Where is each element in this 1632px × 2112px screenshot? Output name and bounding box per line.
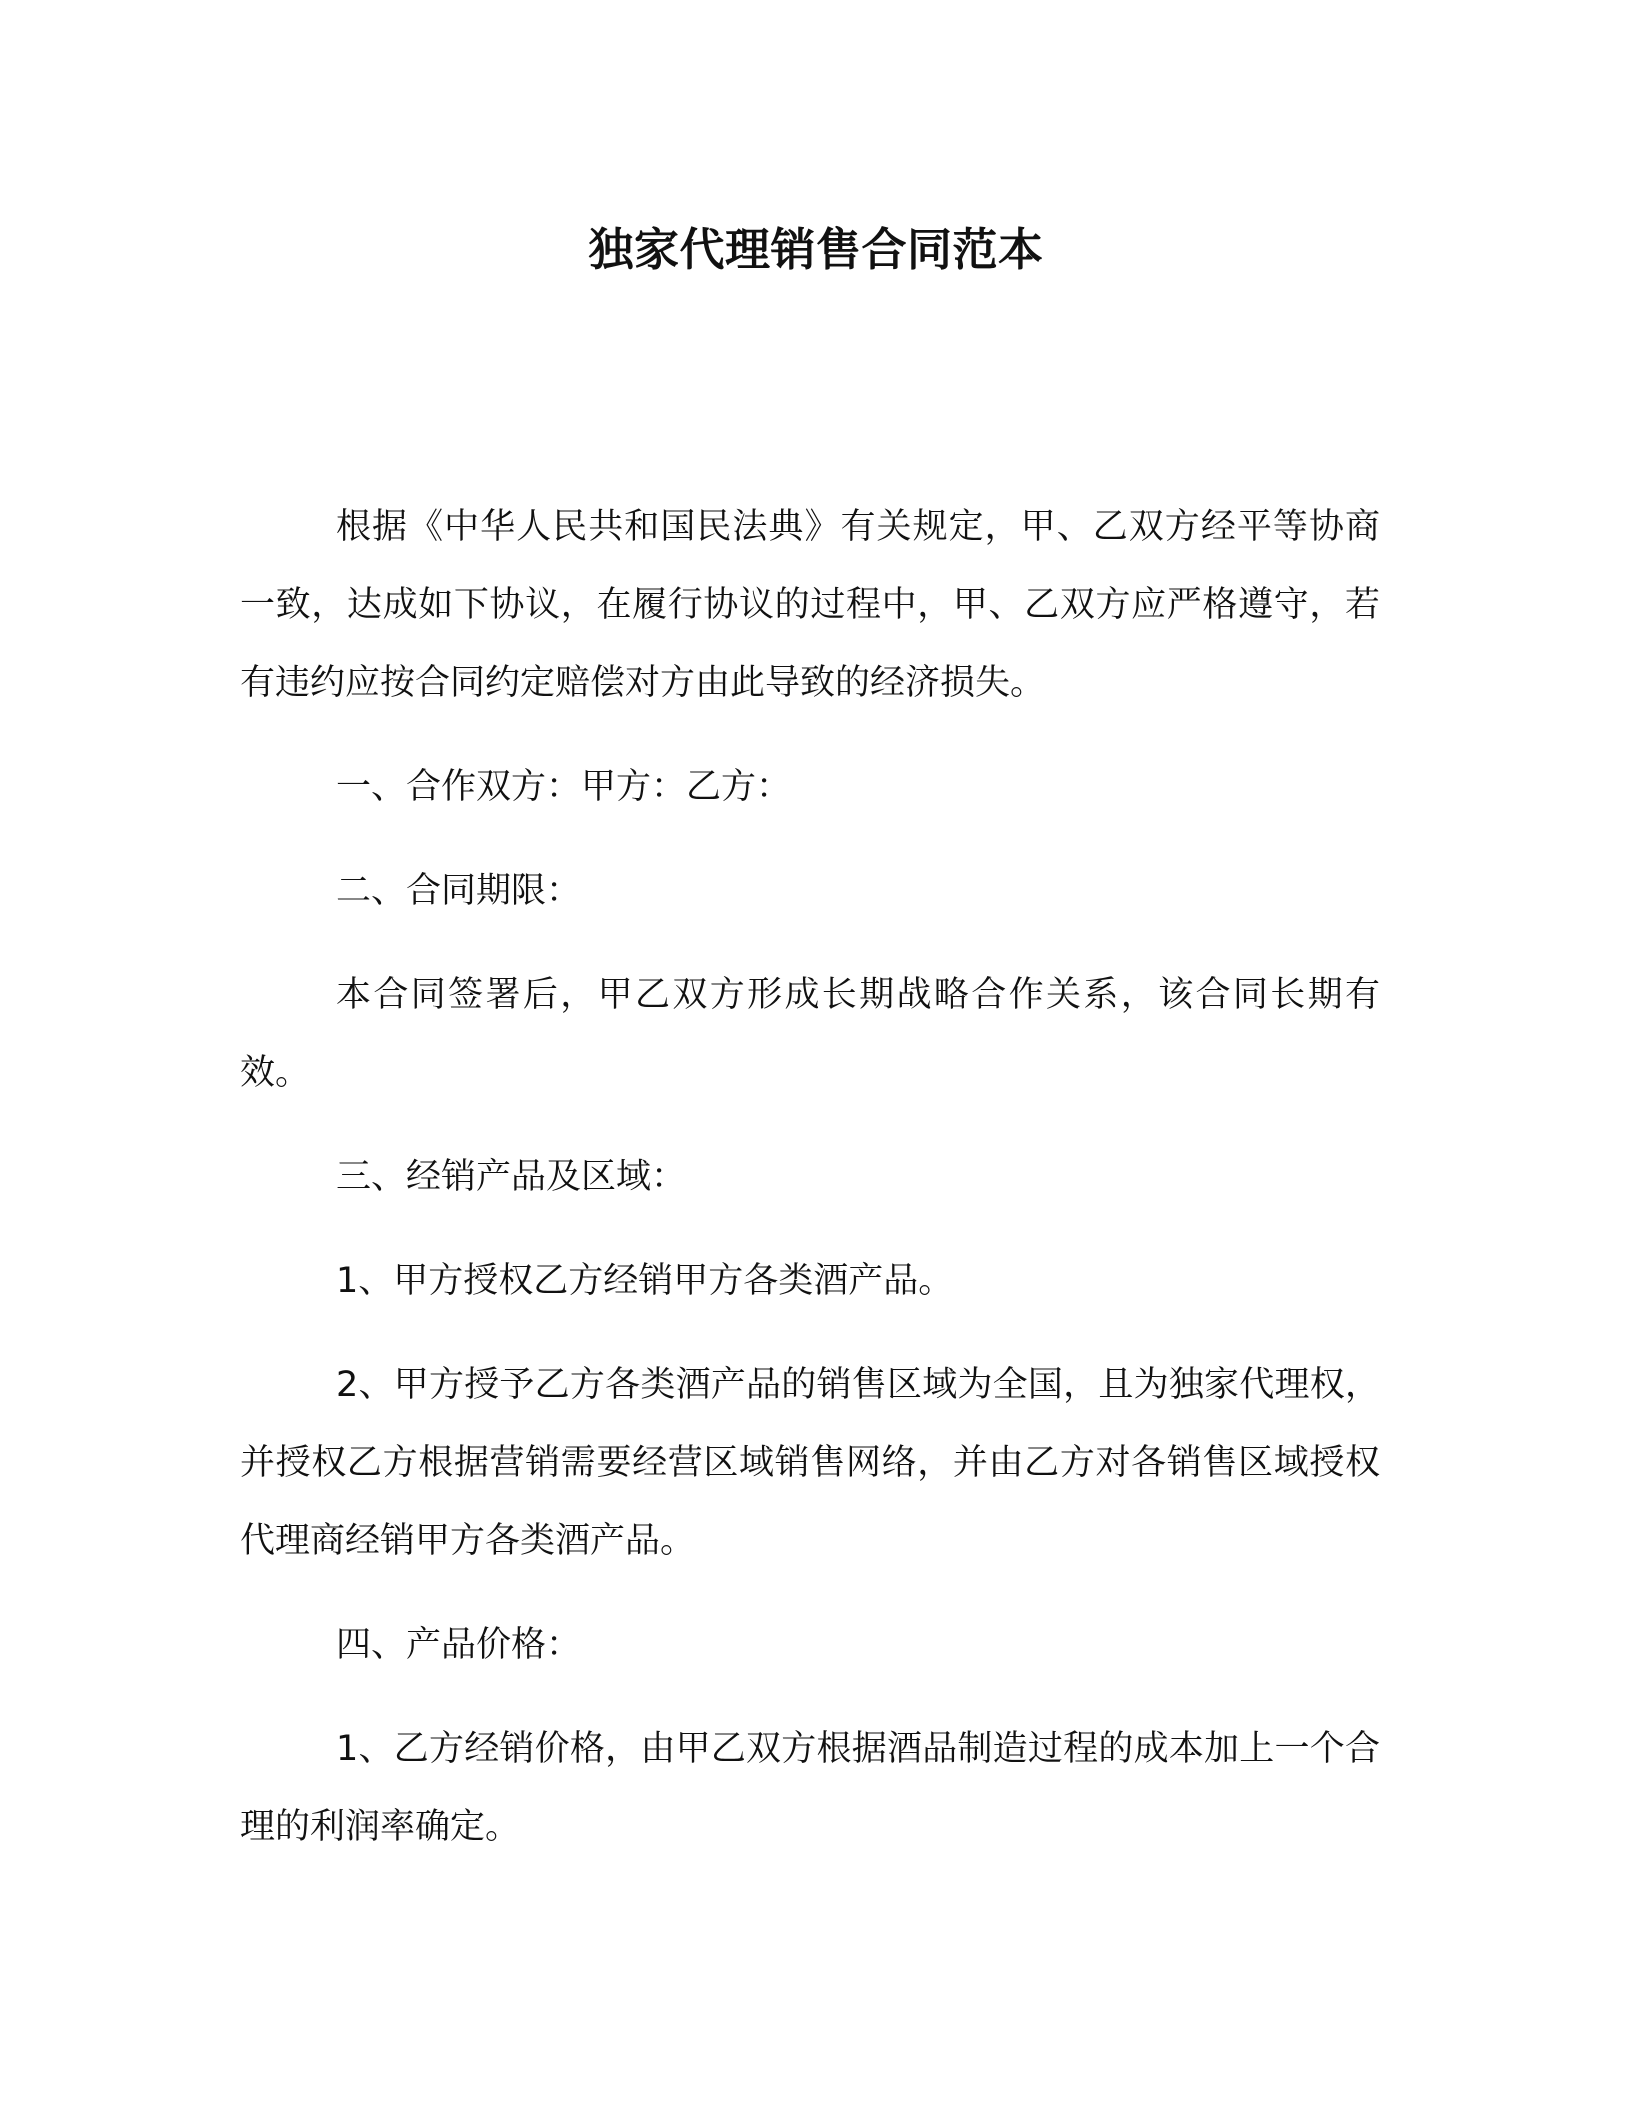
paragraph-products-heading: 三、经销产品及区域： bbox=[336, 1157, 687, 1197]
document-body bbox=[240, 488, 1380, 1892]
paragraph-price-heading: 四、产品价格： bbox=[336, 1625, 582, 1665]
paragraph-parties: 一、合作双方：甲方：乙方： bbox=[336, 767, 792, 807]
paragraph-term: 本合同签署后，甲乙双方形成长期战略合作关系，该合同长期有效。 bbox=[240, 975, 1380, 1093]
paragraph-products-1: 1、甲方授权乙方经销甲方各类酒产品。 bbox=[336, 1261, 954, 1301]
paragraph-price-1: 1、乙方经销价格，由甲乙双方根据酒品制造过程的成本加上一个合理的利润率确定。 bbox=[240, 1729, 1380, 1847]
paragraph-term-heading: 二、合同期限： bbox=[336, 871, 582, 911]
document-title: 独家代理销售合同范本 bbox=[588, 223, 1044, 276]
paragraph-preamble: 根据《中华人民共和国民法典》有关规定，甲、乙双方经平等协商一致，达成如下协议，在履行协议的过程中，甲、乙双方应严格遵守，若有违约应按合同约定赔偿对方由此导致的经济损失。 bbox=[240, 507, 1380, 703]
paragraph-products-2: 2、甲方授予乙方各类酒产品的销售区域为全国，且为独家代理权，并授权乙方根据营销需要经营区域销售网络，并由乙方对各销售区域授权代理商经销甲方各类酒产品。 bbox=[240, 1365, 1380, 1561]
